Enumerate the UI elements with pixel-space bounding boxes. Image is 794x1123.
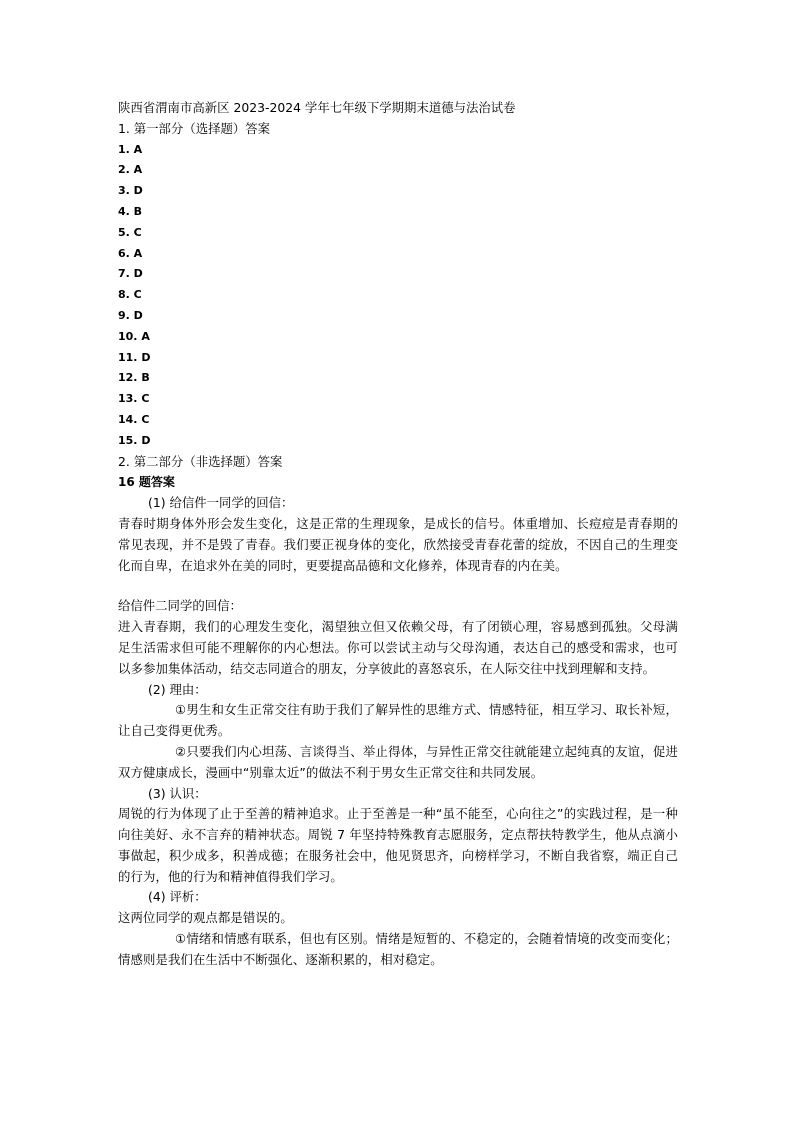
q1-paragraph: 青春时期身体外形会发生变化，这是正常的生理现象，是成长的信号。体重增加、长痘痘是青春期的常见表现，并不是毁了青春。我们要正视身体的变化，欣然接受青春花蕾的绽放，不因自己的生理变化而自卑，在追求外在美的同时，更要提高品德和文化修养，体现青春的内在美。	[118, 515, 678, 573]
document-title: 陕西省渭南市高新区 2023-2024 学年七年级下学期期末道德与法治试卷	[118, 100, 516, 115]
answer-item: 5. C	[118, 225, 142, 239]
q3-label: (3) 认识：	[148, 785, 207, 801]
answer-item: 2. A	[118, 163, 143, 177]
answer-item: 6. A	[118, 246, 143, 260]
answer-item: 8. C	[118, 288, 142, 302]
answer-item: 10. A	[118, 329, 150, 343]
q4-paragraph: 这两位同学的观点都是错误的。	[118, 910, 293, 926]
q2-label: (2) 理由：	[148, 681, 207, 697]
answer-item: 3. D	[118, 184, 143, 198]
answer-item: 15. D	[118, 433, 151, 447]
document-body	[118, 98, 678, 971]
q3-paragraph: 周锐的行为体现了止于至善的精神追求。止于至善是一种“虽不能至，心向往之”的实践过程，是一种向往美好、永不言弃的精神状态。周锐 7 年坚持特殊教育志愿服务，定点帮扶特教学生，他从点滴小事做起，积少成多，积善成德；在服务社会中，他见贤思齐，向榜样学习，不断自我省察，端正自己的行为，他的行为和精神值得我们学习。	[118, 806, 678, 884]
q2-point-2: ②只要我们内心坦荡、言谈得当、举止得体，与异性正常交往就能建立起纯真的友谊，促进双方健康成长，漫画中“别靠太近”的做法不利于男女生正常交往和共同发展。	[118, 743, 678, 780]
q4-point-1: ①情绪和情感有联系，但也有区别。情绪是短暂的、不稳定的，会随着情境的改变而变化；情感则是我们在生活中不断强化、逐渐积累的，相对稳定。	[118, 931, 678, 967]
answer-item: 7. D	[118, 267, 143, 281]
answer-item: 11. D	[118, 350, 151, 364]
answer-item: 12. B	[118, 371, 150, 385]
part2-heading: 2. 第二部分（非选择题）答案	[118, 453, 283, 469]
q1-label: (1) 给信件一同学的回信：	[148, 495, 294, 511]
part1-heading: 1. 第一部分（选择题）答案	[118, 120, 271, 136]
answer-item: 9. D	[118, 308, 143, 322]
answer-item: 4. B	[118, 204, 143, 218]
q2-point-1: ①男生和女生正常交往有助于我们了解异性的思维方式、情感特征，相互学习、取长补短，让自己变得更优秀。	[118, 702, 678, 739]
paragraph-spacer	[118, 576, 678, 596]
q1b-paragraph: 进入青春期，我们的心理发生变化，渴望独立但又依赖父母，有了闭锁心理，容易感到孤独。父母满足生活需求但可能不理解你的内心想法。你可以尝试主动与父母沟通，表达自己的感受和需求，也可以多参加集体活动，结交志同道合的朋友，分享彼此的喜怒哀乐，在人际交往中找到理解和支持。	[118, 619, 678, 676]
q1b-label: 给信件二同学的回信：	[118, 598, 242, 614]
answer-list	[118, 140, 678, 452]
answer-item: 13. C	[118, 392, 150, 406]
q16-heading: 16 题答案	[118, 475, 175, 490]
answer-item: 1. A	[118, 142, 143, 156]
q4-label: (4) 评析：	[148, 889, 207, 905]
answer-item: 14. C	[118, 412, 150, 426]
